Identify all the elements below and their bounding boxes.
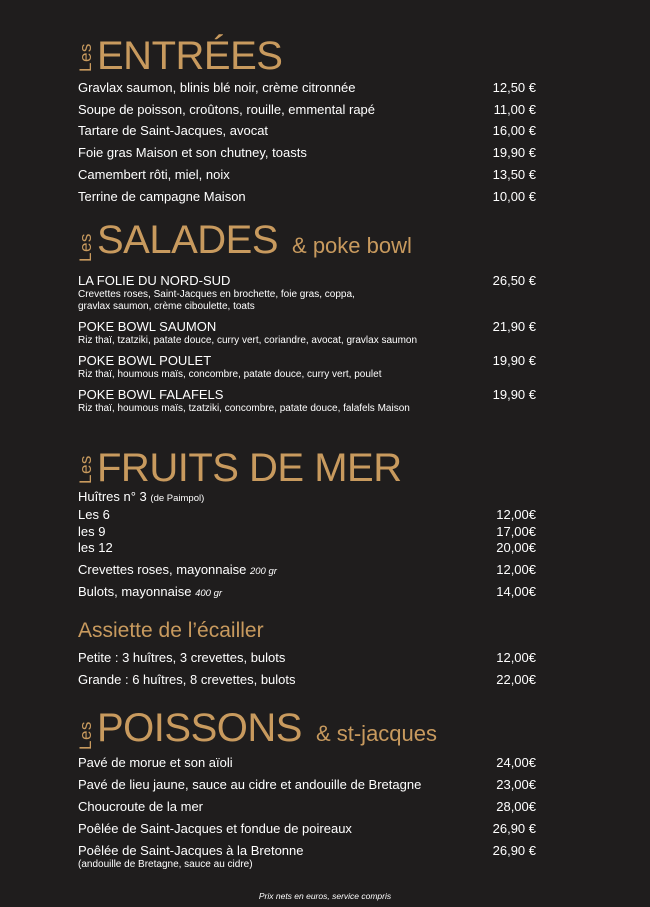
menu-item (78, 843, 536, 871)
item-desc: Riz thaï, houmous maïs, concombre, patate douce, curry vert, poulet (78, 369, 382, 380)
item-price: 21,90 € (492, 319, 536, 334)
item-name: Les 6 (78, 507, 110, 522)
menu-item (78, 273, 536, 313)
item-price: 13,50 € (492, 167, 536, 182)
huitres-heading (78, 489, 536, 507)
item-price: 26,90 € (492, 821, 536, 836)
menu-item (78, 755, 536, 771)
item-unit: 400 gr (195, 588, 223, 599)
item-price: 26,90 € (492, 843, 536, 858)
section-title-text: POISSONS (97, 706, 302, 750)
menu-item (78, 102, 536, 118)
item-price: 28,00€ (496, 799, 536, 814)
item-name: Petite : 3 huîtres, 3 crevettes, bulots (78, 650, 286, 665)
menu-item (78, 821, 536, 837)
item-name: Poêlée de Saint-Jacques à la Bretonne (78, 843, 304, 858)
item-name: POKE BOWL POULET (78, 353, 212, 368)
menu-item (78, 540, 536, 556)
item-desc: Crevettes roses, Saint-Jacques en brochette, foie gras, coppa, (78, 289, 355, 300)
item-name: Soupe de poisson, croûtons, rouille, emmental rapé (78, 102, 376, 117)
item-price: 23,00€ (496, 777, 536, 792)
menu-item (78, 777, 536, 793)
item-price: 19,90 € (492, 353, 536, 368)
item-name: les 9 (78, 524, 106, 539)
item-price: 12,50 € (492, 80, 536, 95)
menu-item (78, 167, 536, 183)
item-desc: gravlax saumon, crème ciboulette, toats (78, 301, 255, 312)
item-name: Camembert rôti, miel, noix (78, 167, 230, 182)
item-price: 19,90 € (492, 145, 536, 160)
menu-item (78, 387, 536, 415)
assiette-title: Assiette de l’écailler (78, 619, 264, 642)
menu-item (78, 524, 536, 540)
item-price: 26,50 € (492, 273, 536, 288)
item-name: Foie gras Maison et son chutney, toasts (78, 145, 307, 160)
item-name: Pavé de morue et son aïoli (78, 755, 233, 770)
section-subtitle: & st-jacques (315, 721, 438, 746)
menu-item (78, 584, 536, 602)
menu-item (78, 123, 536, 139)
item-price: 14,00€ (496, 584, 536, 599)
les-label: Les (76, 455, 95, 484)
section-title-text: SALADES (97, 218, 279, 262)
item-price: 12,00€ (496, 650, 536, 665)
item-price: 12,00€ (496, 562, 536, 577)
item-price: 11,00 € (493, 102, 536, 117)
item-name: Huîtres n° 3 (78, 489, 147, 504)
item-name: Pavé de lieu jaune, sauce au cidre et andouille de Bretagne (78, 777, 422, 792)
item-desc: Riz thaï, tzatziki, patate douce, curry vert, coriandre, avocat, gravlax saumon (78, 335, 418, 346)
item-name: les 12 (78, 540, 113, 555)
item-price: 22,00€ (496, 672, 536, 687)
item-desc: (andouille de Bretagne, sauce au cidre) (78, 859, 253, 870)
item-name: Bulots, mayonnaise (78, 584, 192, 599)
item-price: 16,00 € (492, 123, 536, 138)
menu-item (78, 672, 536, 688)
item-name: Terrine de campagne Maison (78, 189, 246, 204)
section-subtitle: & poke bowl (292, 233, 412, 258)
menu-item (78, 799, 536, 815)
menu-item (78, 353, 536, 381)
les-label: Les (76, 721, 95, 750)
item-name: Grande : 6 huîtres, 8 crevettes, bulots (78, 672, 296, 687)
item-note: (de Paimpol) (150, 493, 205, 504)
section-title (97, 220, 412, 266)
item-price: 24,00€ (496, 755, 536, 770)
item-name: POKE BOWL FALAFELS (78, 387, 224, 402)
item-name: Gravlax saumon, blinis blé noir, crème citronnée (78, 80, 356, 95)
item-price: 20,00€ (496, 540, 536, 555)
menu-item (78, 80, 536, 96)
menu-item (78, 189, 536, 205)
section-title (97, 708, 437, 754)
item-name: LA FOLIE DU NORD-SUD (78, 273, 231, 288)
item-price: 19,90 € (492, 387, 536, 402)
section-title: FRUITS DE MER (97, 446, 402, 490)
menu-item (78, 319, 536, 347)
menu-item (78, 145, 536, 161)
footer-note: Prix nets en euros, service compris (258, 891, 392, 901)
item-name: Tartare de Saint-Jacques, avocat (78, 123, 269, 138)
item-price: 17,00€ (496, 524, 536, 539)
les-label: Les (76, 233, 95, 262)
item-name: Crevettes roses, mayonnaise (78, 562, 247, 577)
item-name: Choucroute de la mer (78, 799, 204, 814)
item-name: Poêlée de Saint-Jacques et fondue de poireaux (78, 821, 352, 836)
menu-item (78, 562, 536, 580)
item-name: POKE BOWL SAUMON (78, 319, 217, 334)
section-title: ENTRÉES (97, 34, 283, 78)
menu-item (78, 650, 536, 666)
les-label: Les (76, 43, 95, 72)
item-price: 10,00 € (492, 189, 536, 204)
item-desc: Riz thaï, houmous maïs, tzatziki, concombre, patate douce, falafels Maison (78, 403, 410, 414)
item-price: 12,00€ (496, 507, 536, 522)
menu-item (78, 507, 536, 523)
item-unit: 200 gr (249, 566, 277, 577)
